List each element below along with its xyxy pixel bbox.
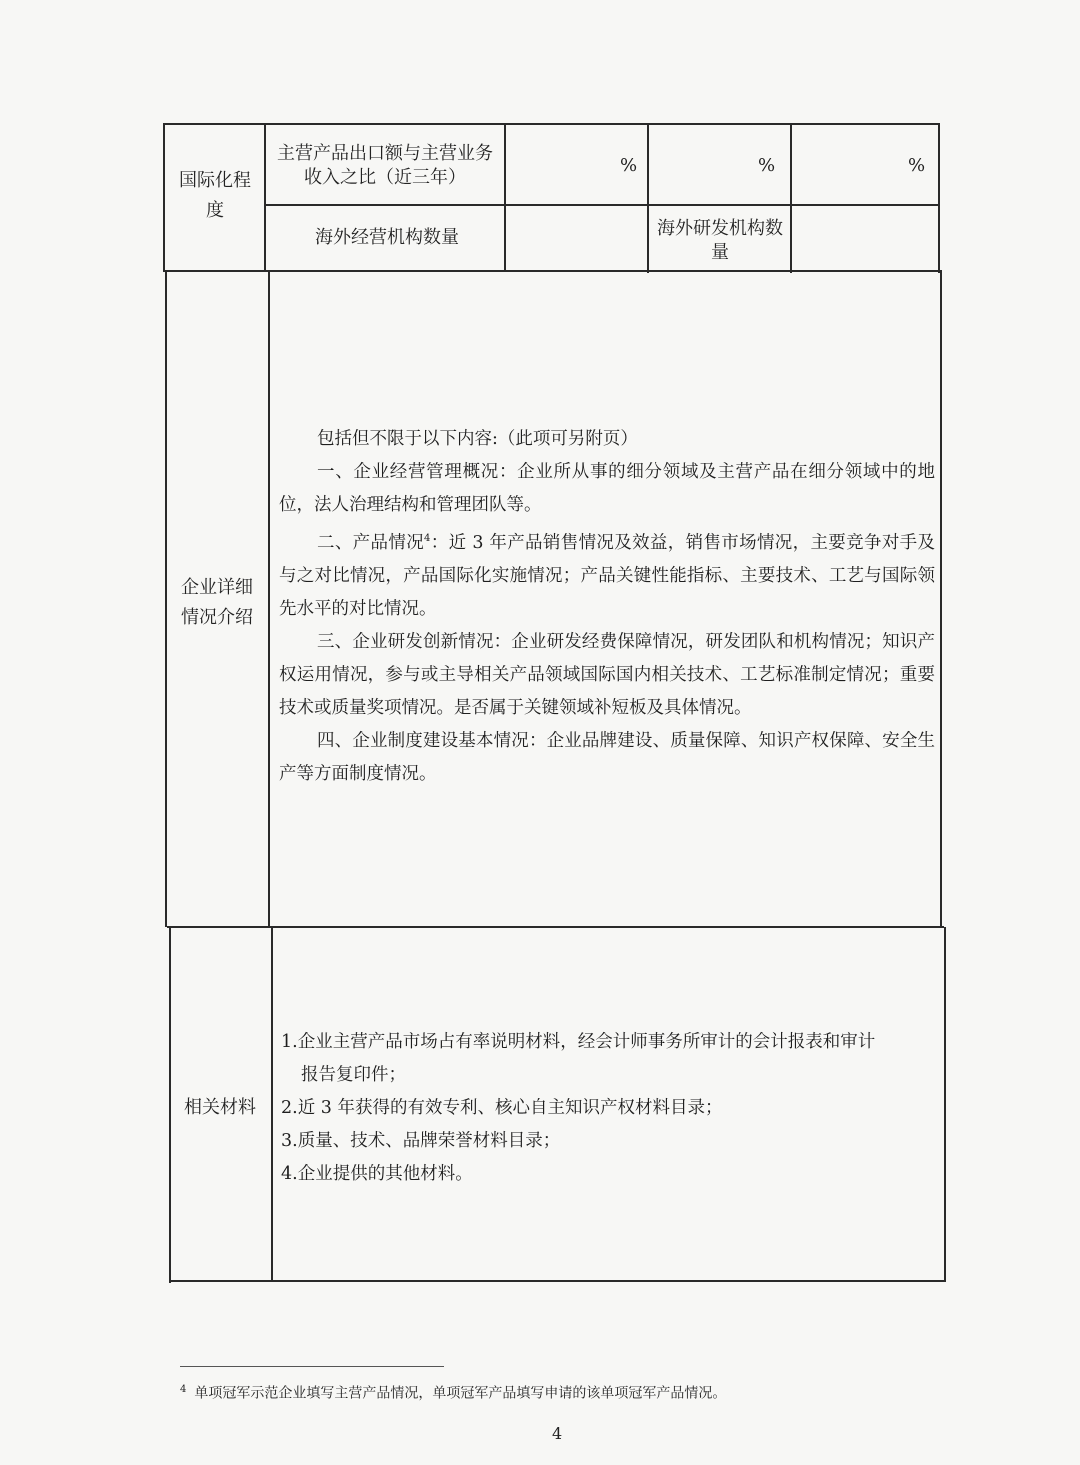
materials-item-1: 1.企业主营产品市场占有率说明材料，经会计师事务所审计的会计报表和审计 <box>281 1032 876 1052</box>
export-ratio-year2-unit: % <box>758 155 776 176</box>
detail-paragraph-3: 三、企业研发创新情况：企业研发经费保障情况，研发团队和机构情况；知识产权运用情况，参与或主导相关产品领域国际国内相关技术、工艺标准制定情况；重要技术或质量奖项情况。是否属于关键领域补短板及具体情况。 <box>279 631 935 718</box>
table-border-right <box>938 123 940 273</box>
table-border-right-bottom <box>944 927 946 1281</box>
materials-label: 相关材料 <box>184 1097 256 1118</box>
col-divider-label <box>264 123 266 271</box>
detail-paragraph-2 <box>279 522 935 626</box>
table-border-bottom <box>169 1280 946 1282</box>
overseas-rd-label: 海外研发机构数量 <box>657 218 783 263</box>
export-ratio-year1-unit: % <box>620 155 638 176</box>
materials-item-4: 4.企业提供的其他材料。 <box>281 1164 473 1184</box>
overseas-ops-label: 海外经营机构数量 <box>315 227 459 248</box>
col-divider-2 <box>504 123 506 271</box>
footnote-mark: 4 <box>180 1384 187 1395</box>
materials-list <box>281 1026 937 1191</box>
materials-item-3: 3.质量、技术、品牌荣誉材料目录； <box>281 1131 561 1151</box>
footnote-divider <box>180 1366 444 1367</box>
col-divider-3 <box>647 123 649 273</box>
footnote-text: 单项冠军示范企业填写主营产品情况，单项冠军产品填写申请的该单项冠军产品情况。 <box>194 1385 727 1402</box>
page-number: 4 <box>552 1424 563 1443</box>
footnote <box>180 1380 726 1404</box>
detail-intro: 包括但不限于以下内容:（此项可另附页） <box>317 429 638 449</box>
detail-paragraph-1: 一、企业经营管理概况：企业所从事的细分领域及主营产品在细分领域中的地位，法人治理结构和管理团队等。 <box>279 462 935 515</box>
table-border-left-lower <box>165 271 167 927</box>
detail-content <box>279 423 935 791</box>
table-border-left-bottom <box>169 927 171 1283</box>
col-divider-label-bottom <box>271 927 273 1281</box>
footnote-ref: 4 <box>424 533 431 544</box>
export-ratio-year3-unit: % <box>908 155 926 176</box>
detail-paragraph-2-heading: 二、产品情况 <box>317 532 425 553</box>
col-divider-4 <box>790 123 792 273</box>
detail-paragraph-2-body: ：近 3 年产品销售情况及效益，销售市场情况，主要竞争对手及与之对比情况，产品国际化实施情况；产品关键性能指标、主要技术、工艺与国际领先水平的对比情况。 <box>279 532 936 619</box>
table-border-top <box>163 123 940 125</box>
materials-item-2: 2.近 3 年获得的有效专利、核心自主知识产权材料目录； <box>281 1098 723 1118</box>
table-border-left <box>163 123 165 271</box>
detail-label: 企业详细情况介绍 <box>181 577 253 628</box>
row-divider-detail <box>167 926 944 928</box>
col-divider-label-lower <box>268 271 270 927</box>
detail-paragraph-4: 四、企业制度建设基本情况：企业品牌建设、质量保障、知识产权保障、安全生产等方面制度情况。 <box>279 730 935 784</box>
export-ratio-label: 主营产品出口额与主营业务收入之比（近三年） <box>277 143 493 188</box>
row-divider-intl-inner <box>266 204 940 206</box>
row-divider-intl <box>163 270 942 272</box>
materials-item-1-cont: 报告复印件； <box>301 1065 406 1085</box>
table-border-right-lower <box>940 271 942 927</box>
overseas-ops-value[interactable] <box>508 210 646 268</box>
intl-degree-label: 国际化程度 <box>179 170 251 221</box>
overseas-rd-value[interactable] <box>794 210 938 268</box>
